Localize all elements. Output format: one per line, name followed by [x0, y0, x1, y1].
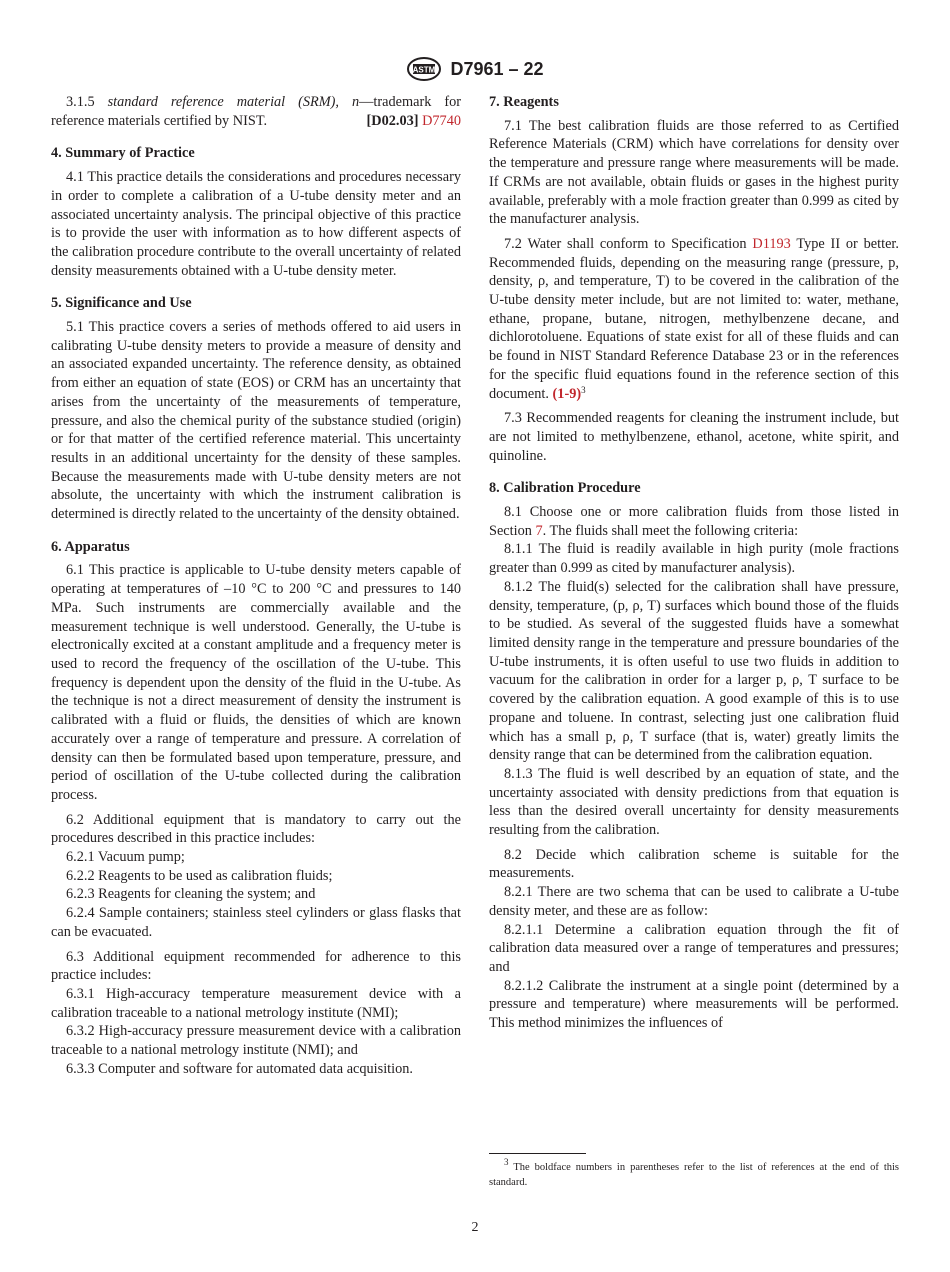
paragraph-8-1-3: 8.1.3 The fluid is well described by an equation of state, and the uncertainty associated with density predictions from that equation is less than the desired overall uncertainty for density measurements resulting from the calibration.	[489, 765, 899, 839]
paragraph-5-1: 5.1 This practice covers a series of methods offered to aid users in calibrating U-tube density meters to provide a measure of density and an associated expanded uncertainty. The reference density, as obtained from either an equation of state (EOS) or CRM has an uncertainty that arises from the uncertainty of the measurements of temperature, pressure, and also the chemical purity of the substance studied (origin) or for that matter of the certified reference material. This uncertainty results in an additional uncertainty for the density of these samples. Because the measurements made with U-tube density meters are not absolute, the uncertainty with which the instrument calibration is determined is directly related to the uncertainty of the density obtained.	[51, 319, 461, 523]
link-d7740[interactable]: D7740	[422, 112, 461, 129]
paragraph-6-1: 6.1 This practice is applicable to U-tube density meters capable of operating at temperatures of –10 °C to 200 °C and pressures to 140 MPa. Such instruments are commercially available and the measurement technique is well understood. Generally, the U-tube is electronically excited at a constant amplitude and a frequency meter is used to record the frequency of the oscillation of the U-tube. This frequency is dependent upon the density of the fluid in the U-tube. As the technique is not a direct measurement of density the instrument is calibrated with a fluid or fluids, the densities of which are known accurately over a range of temperature and pressure. A correlation of density can then be formulated based upon temperature, pressure, and period of oscillation of the U-tube collected during the calibration process.	[51, 562, 461, 803]
paragraph-6-2-2: 6.2.2 Reagents to be used as calibration fluids;	[66, 867, 333, 884]
paragraph-8-1-2: 8.1.2 The fluid(s) selected for the calibration shall have pressure, density, temperature, (p, ρ, T) surfaces which bound those of the fluids to be studied. As several of the suggested fluids have a somewhat limited density range in the temperature and pressure boundaries of the U-tube instruments, it is often useful to use two fluids in addition to vacuum for the calibration in order for a larger p, ρ, T surface to be covered by the calibration equation. A good example of this is to use propane and toluene. In contrast, selecting just one calibration fluid which has a small p, ρ, T surface (that is, water) greatly limits the density range that can be determined from the calibration equation.	[489, 578, 899, 764]
section-heading-4: 4. Summary of Practice	[51, 145, 195, 162]
right-column	[489, 93, 899, 1033]
paragraph-8-1: 8.1 Choose one or more calibration fluids from those listed in Section 7. The fluids shall meet the following criteria:	[489, 504, 899, 539]
reference-link[interactable]: (1-9)	[552, 385, 582, 402]
paragraph-6-3: 6.3 Additional equipment recommended for adherence to this practice includes:	[51, 948, 461, 984]
page-number: 2	[471, 1220, 479, 1235]
link-d1193[interactable]: D1193	[752, 235, 791, 252]
paragraph-6-2: 6.2 Additional equipment that is mandatory to carry out the procedures described in this practice includes:	[51, 811, 461, 847]
paragraph-6-3-2: 6.3.2 High-accuracy pressure measurement device with a calibration traceable to a national metrology institute (NMI); and	[51, 1023, 461, 1059]
footnote: $^3$ The boldface numbers in parentheses refer to the list of references at the end of this standard.	[489, 1157, 899, 1188]
paragraph-8-2: 8.2 Decide which calibration scheme is suitable for the measurements.	[489, 846, 899, 882]
paragraph-8-2-1-1: 8.2.1.1 Determine a calibration equation through the fit of calibration data measured over a range of temperatures and pressures; and	[489, 921, 899, 975]
paragraph-6-2-1: 6.2.1 Vacuum pump;	[66, 849, 185, 866]
link-section-7[interactable]: 7	[535, 522, 543, 539]
astm-logo-icon	[406, 56, 442, 82]
section-heading-6: 6. Apparatus	[51, 538, 130, 555]
paragraph-8-2-1-2: 8.2.1.2 Calibrate the instrument at a single point (determined by a pressure and temperature) where measurements will be performed. This method minimizes the influences of	[489, 977, 899, 1032]
footnote-divider	[489, 1153, 586, 1154]
section-heading-8: 8. Calibration Procedure	[489, 480, 641, 497]
paragraph-8-2-1: 8.2.1 There are two schema that can be used to calibrate a U-tube density meter, and these are as follow:	[489, 884, 899, 919]
left-column	[51, 93, 461, 1078]
section-heading-5: 5. Significance and Use	[51, 295, 192, 312]
section-heading-7: 7. Reagents	[489, 94, 559, 110]
paragraph-8-1-1: 8.1.1 The fluid is readily available in high purity (mole fractions greater than 0.999 as cited by manufacturer analysis).	[489, 541, 899, 577]
paragraph-7-1: 7.1 The best calibration fluids are those referred to as Certified Reference Materials (CRM) which have correlations for density over the temperature and pressure range where measurements will be made. If CRMs are not available, obtain fluids or gases in the highest purity available, preferably with a mole fraction greater than 0.999 as cited by the manufacturer analysis.	[489, 117, 899, 228]
paragraph-7-2: 7.2 Water shall conform to Specification D1193 Type II or better. Recommended fluids, depending on the measuring range (pressure, p, density, ρ, and temperature, T) to be covered in the calibration of the U-tube density meter include, but are not limited to: water, methane, ethane, propane, butane, nitrogen, methylbenzene decane, and dichlorotoluene. Equations of state exist for all of these fluids and can be found in NIST Standard Reference Database 23 or in the references for the specific fluid equations found in the reference section of this document. $(1-9)^3$	[489, 235, 899, 402]
document-id: D7961 – 22	[450, 58, 544, 79]
paragraph-6-3-3: 6.3.3 Computer and software for automated data acquisition.	[66, 1060, 413, 1077]
paragraph-6-2-4: 6.2.4 Sample containers; stainless steel cylinders or glass flasks that can be evacuated.	[51, 905, 461, 940]
page-header	[0, 55, 950, 83]
footnote-marker: 3	[581, 384, 586, 395]
paragraph-6-2-3: 6.2.3 Reagents for cleaning the system; and	[66, 886, 316, 903]
paragraph-6-3-1: 6.3.1 High-accuracy temperature measurement device with a calibration traceable to a national metrology institute (NMI);	[51, 985, 461, 1021]
paragraph-3-1-5: 3.1.5 standard reference material (SRM), n—trademark for reference materials certified by NIST. [D02.03] D7740	[51, 94, 462, 129]
svg-text:ASTM: ASTM	[413, 65, 436, 75]
paragraph-4-1: 4.1 This practice details the considerations and procedures necessary in order to complete a calibration of a U-tube density meter and an associated uncertainty analysis. The principal objective of this practice is to provide the user with information as to how different aspects of the calibration procedure contribute to the overall uncertainty of related density measurements obtained with a U-tube density meter.	[51, 169, 461, 279]
paragraph-7-3: 7.3 Recommended reagents for cleaning the instrument include, but are not limited to methylbenzene, ethanol, acetone, white spirit, and quinoline.	[489, 410, 899, 464]
